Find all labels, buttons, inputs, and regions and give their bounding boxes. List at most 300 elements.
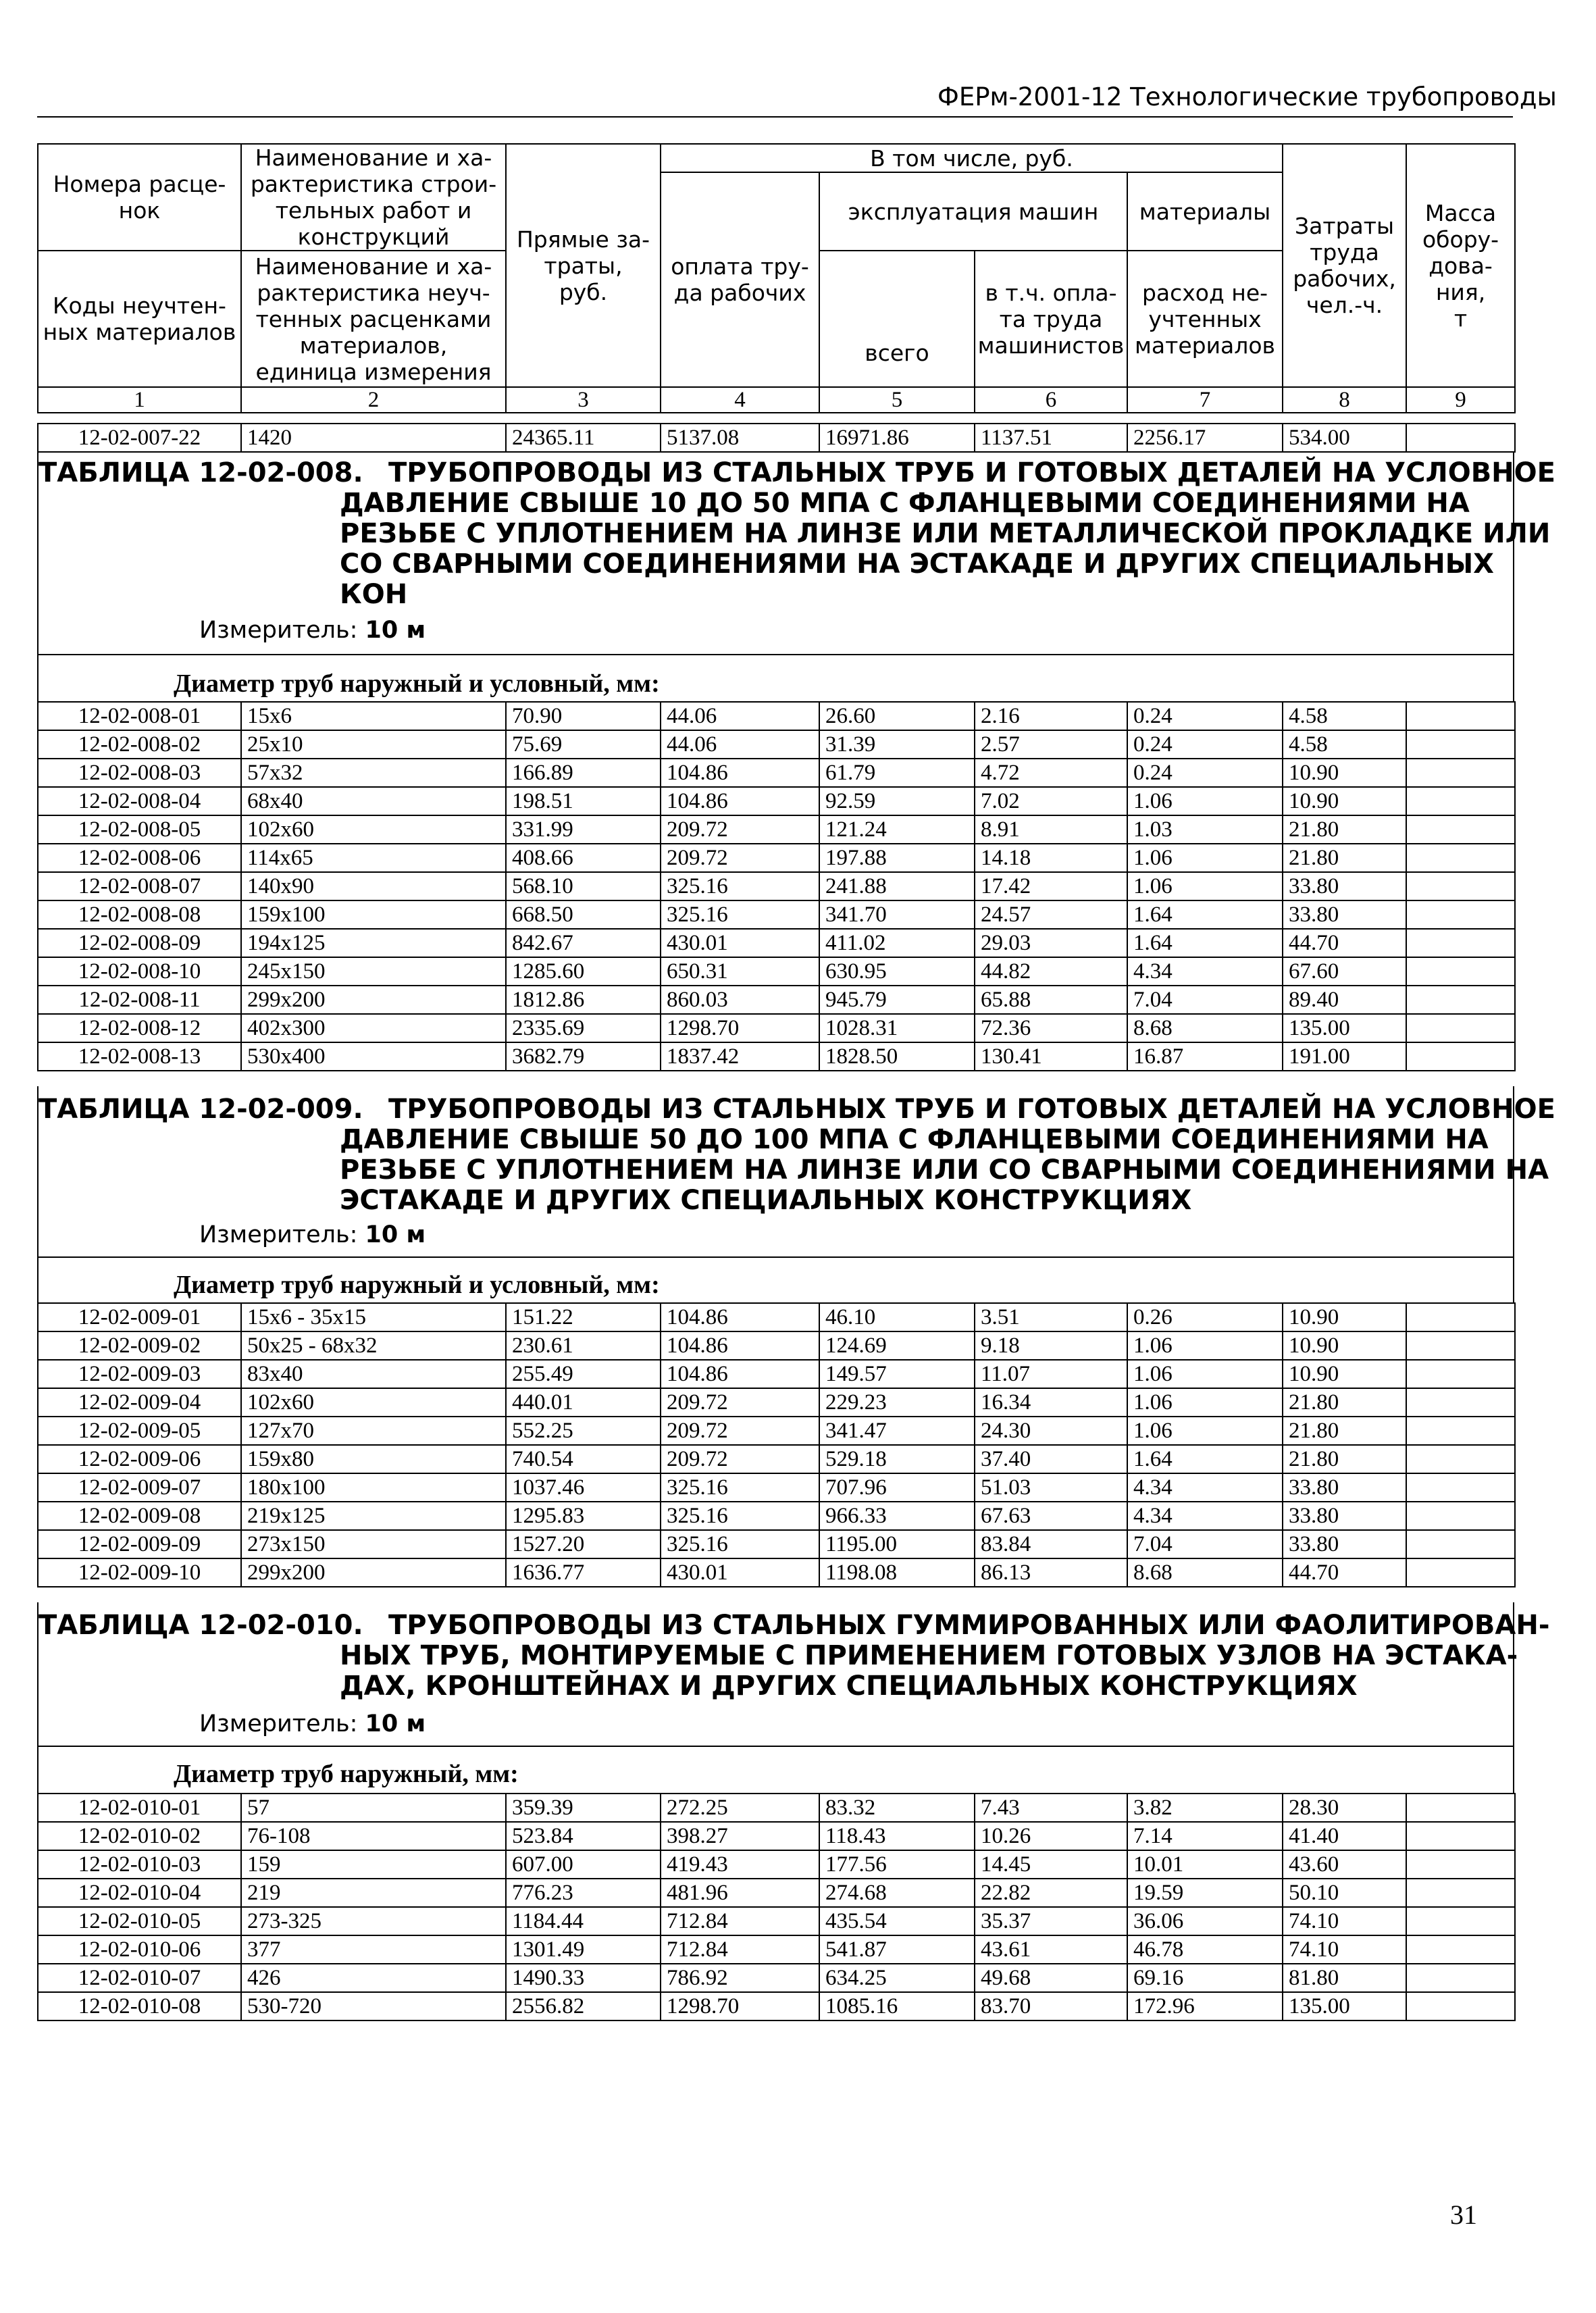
equipment-mass-cell xyxy=(1406,787,1515,815)
labor-pay-cell: 1298.70 xyxy=(661,1014,819,1042)
table-row xyxy=(38,1417,1515,1445)
table-row xyxy=(38,1964,1515,1992)
labor-hours-cell: 33.80 xyxy=(1283,1502,1406,1530)
materials-cell: 7.14 xyxy=(1127,1822,1283,1850)
size-cell: 273-325 xyxy=(241,1907,506,1935)
machines-total-cell: 16971.86 xyxy=(819,424,975,452)
equipment-mass-cell xyxy=(1406,900,1515,929)
col-number: 3 xyxy=(506,387,661,413)
direct-cost-cell: 230.61 xyxy=(506,1331,661,1360)
labor-pay-cell: 860.03 xyxy=(661,986,819,1014)
machines-total-cell: 1028.31 xyxy=(819,1014,975,1042)
equipment-mass-cell xyxy=(1406,815,1515,844)
machines-total-cell: 634.25 xyxy=(819,1964,975,1992)
machinists-pay-cell: 10.26 xyxy=(975,1822,1127,1850)
labor-pay-cell: 712.84 xyxy=(661,1935,819,1964)
machines-total-cell: 92.59 xyxy=(819,787,975,815)
machinists-pay-cell: 35.37 xyxy=(975,1907,1127,1935)
section-label: ТАБЛИЦА 12-02-009. xyxy=(38,1094,363,1125)
labor-hours-cell: 135.00 xyxy=(1283,1992,1406,2020)
machinists-pay-cell: 9.18 xyxy=(975,1331,1127,1360)
machines-total-cell: 274.68 xyxy=(819,1879,975,1907)
equipment-mass-cell xyxy=(1406,1331,1515,1360)
rate-code: 12-02-009-06 xyxy=(38,1445,241,1473)
equipment-mass-cell xyxy=(1406,1879,1515,1907)
machinists-pay-cell: 7.02 xyxy=(975,787,1127,815)
col6-header: в т.ч. опла- та труда машинистов xyxy=(975,251,1127,387)
machines-total-cell: 61.79 xyxy=(819,759,975,787)
measure-unit xyxy=(199,1710,426,1737)
section-title-line: ТРУБОПРОВОДЫ ИЗ СТАЛЬНЫХ ТРУБ И ГОТОВЫХ ДЕТАЛЕЙ НА УСЛОВНОЕ xyxy=(388,1094,1555,1125)
size-cell: 402x300 xyxy=(241,1014,506,1042)
labor-hours-cell: 10.90 xyxy=(1283,1360,1406,1388)
direct-cost-cell: 151.22 xyxy=(506,1303,661,1331)
rate-code: 12-02-009-08 xyxy=(38,1502,241,1530)
materials-cell: 1.06 xyxy=(1127,1417,1283,1445)
materials-cell: 1.06 xyxy=(1127,872,1283,900)
equipment-mass-cell xyxy=(1406,424,1515,452)
materials-cell: 1.03 xyxy=(1127,815,1283,844)
materials-cell: 1.06 xyxy=(1127,1388,1283,1417)
machines-total-cell: 1195.00 xyxy=(819,1530,975,1558)
section-12-02-009 xyxy=(37,1086,1555,1304)
diameter-label: Диаметр труб наружный и условный, мм: xyxy=(174,669,660,698)
equipment-mass-cell xyxy=(1406,986,1515,1014)
col8-header: Затраты труда рабочих, чел.-ч. xyxy=(1283,144,1406,387)
machines-total-cell: 26.60 xyxy=(819,702,975,730)
rate-code: 12-02-008-01 xyxy=(38,702,241,730)
equipment-mass-cell xyxy=(1406,1558,1515,1587)
machinists-pay-cell: 65.88 xyxy=(975,986,1127,1014)
measure-unit xyxy=(199,617,426,644)
labor-hours-cell: 74.10 xyxy=(1283,1907,1406,1935)
direct-cost-cell: 607.00 xyxy=(506,1850,661,1879)
materials-cell: 69.16 xyxy=(1127,1964,1283,1992)
size-cell: 159x80 xyxy=(241,1445,506,1473)
equipment-mass-cell xyxy=(1406,929,1515,957)
size-cell: 140x90 xyxy=(241,872,506,900)
direct-cost-cell: 2335.69 xyxy=(506,1014,661,1042)
size-cell: 15x6 xyxy=(241,702,506,730)
machines-total-cell: 1828.50 xyxy=(819,1042,975,1071)
header-rule xyxy=(37,116,1513,118)
col7-header: расход не- учтенных материалов xyxy=(1127,251,1283,387)
table-body xyxy=(38,1794,1515,2020)
labor-pay-cell: 325.16 xyxy=(661,1473,819,1502)
equipment-mass-cell xyxy=(1406,1360,1515,1388)
size-cell: 15x6 - 35x15 xyxy=(241,1303,506,1331)
col9-header: Масса обору- дова- ния, т xyxy=(1406,144,1515,387)
col3-header: Прямые за- траты, руб. xyxy=(506,144,661,387)
direct-cost-cell: 668.50 xyxy=(506,900,661,929)
materials-cell: 7.04 xyxy=(1127,986,1283,1014)
machinists-pay-cell: 24.30 xyxy=(975,1417,1127,1445)
machinists-pay-cell: 51.03 xyxy=(975,1473,1127,1502)
labor-hours-cell: 43.60 xyxy=(1283,1850,1406,1879)
labor-pay-cell: 712.84 xyxy=(661,1907,819,1935)
machinists-pay-cell: 67.63 xyxy=(975,1502,1127,1530)
rate-code: 12-02-009-03 xyxy=(38,1360,241,1388)
rate-code: 12-02-008-09 xyxy=(38,929,241,957)
machines-total-cell: 121.24 xyxy=(819,815,975,844)
section-title-line: ЭСТАКАДЕ И ДРУГИХ СПЕЦИАЛЬНЫХ КОНСТРУКЦИЯХ xyxy=(340,1185,1192,1216)
rate-code: 12-02-008-13 xyxy=(38,1042,241,1071)
machinists-pay-cell: 1137.51 xyxy=(975,424,1127,452)
table-row xyxy=(38,730,1515,759)
machines-total-cell: 945.79 xyxy=(819,986,975,1014)
size-cell: 299x200 xyxy=(241,986,506,1014)
rate-code: 12-02-008-05 xyxy=(38,815,241,844)
size-cell: 102x60 xyxy=(241,815,506,844)
table-row xyxy=(38,1388,1515,1417)
size-cell: 245x150 xyxy=(241,957,506,986)
equipment-mass-cell xyxy=(1406,1907,1515,1935)
machinists-pay-cell: 72.36 xyxy=(975,1014,1127,1042)
machines-total-cell: 149.57 xyxy=(819,1360,975,1388)
labor-pay-cell: 398.27 xyxy=(661,1822,819,1850)
size-cell: 50x25 - 68x32 xyxy=(241,1331,506,1360)
materials-cell: 1.64 xyxy=(1127,1445,1283,1473)
table-row xyxy=(38,1992,1515,2020)
table-row xyxy=(38,1473,1515,1502)
table-row xyxy=(38,1935,1515,1964)
equipment-mass-cell xyxy=(1406,702,1515,730)
rate-code: 12-02-007-22 xyxy=(38,424,241,452)
direct-cost-cell: 568.10 xyxy=(506,872,661,900)
table-row xyxy=(38,900,1515,929)
equipment-mass-cell xyxy=(1406,759,1515,787)
machinists-pay-cell: 4.72 xyxy=(975,759,1127,787)
labor-hours-cell: 33.80 xyxy=(1283,872,1406,900)
direct-cost-cell: 3682.79 xyxy=(506,1042,661,1071)
materials-cell: 10.01 xyxy=(1127,1850,1283,1879)
machinists-pay-cell: 3.51 xyxy=(975,1303,1127,1331)
labor-hours-cell: 67.60 xyxy=(1283,957,1406,986)
machinists-pay-cell: 11.07 xyxy=(975,1360,1127,1388)
machinists-pay-cell: 130.41 xyxy=(975,1042,1127,1071)
labor-pay-cell: 430.01 xyxy=(661,1558,819,1587)
measure-unit-value: 10 м xyxy=(365,1221,426,1248)
labor-hours-cell: 28.30 xyxy=(1283,1794,1406,1822)
direct-cost-cell: 2556.82 xyxy=(506,1992,661,2020)
machines-total-cell: 529.18 xyxy=(819,1445,975,1473)
machines-total-cell: 341.47 xyxy=(819,1417,975,1445)
machines-total-cell: 411.02 xyxy=(819,929,975,957)
equipment-mass-cell xyxy=(1406,730,1515,759)
table-row xyxy=(38,957,1515,986)
table-row xyxy=(38,759,1515,787)
equipment-mass-cell xyxy=(1406,1042,1515,1071)
section-label: ТАБЛИЦА 12-02-010. xyxy=(38,1610,363,1641)
machines-total-cell: 31.39 xyxy=(819,730,975,759)
labor-hours-cell: 135.00 xyxy=(1283,1014,1406,1042)
machinists-pay-cell: 86.13 xyxy=(975,1558,1127,1587)
equipment-mass-cell xyxy=(1406,1992,1515,2020)
size-cell: 159x100 xyxy=(241,900,506,929)
direct-cost-cell: 1301.49 xyxy=(506,1935,661,1964)
table-body xyxy=(38,702,1515,1071)
size-cell: 530-720 xyxy=(241,1992,506,2020)
running-header: ФЕРм-2001-12 Технологические трубопроводы xyxy=(937,82,1557,111)
machines-total-cell: 1085.16 xyxy=(819,1992,975,2020)
direct-cost-cell: 842.67 xyxy=(506,929,661,957)
machines-total-cell: 435.54 xyxy=(819,1907,975,1935)
size-cell: 530x400 xyxy=(241,1042,506,1071)
equipment-mass-cell xyxy=(1406,1473,1515,1502)
table-row xyxy=(38,424,1515,452)
col-number: 2 xyxy=(241,387,506,413)
table-row xyxy=(38,1907,1515,1935)
labor-hours-cell: 10.90 xyxy=(1283,1331,1406,1360)
materials-cell: 0.24 xyxy=(1127,702,1283,730)
machinists-pay-cell: 17.42 xyxy=(975,872,1127,900)
table-row xyxy=(38,1445,1515,1473)
material-cell: 1420 xyxy=(241,424,506,452)
size-cell: 377 xyxy=(241,1935,506,1964)
rate-code: 12-02-009-10 xyxy=(38,1558,241,1587)
table-12-02-008 xyxy=(37,701,1516,1071)
equipment-mass-cell xyxy=(1406,1964,1515,1992)
direct-cost-cell: 1812.86 xyxy=(506,986,661,1014)
section-title-line: НЫХ ТРУБ, МОНТИРУЕМЫЕ С ПРИМЕНЕНИЕМ ГОТОВЫХ УЗЛОВ НА ЭСТАКА- xyxy=(340,1640,1518,1671)
table-row xyxy=(38,1303,1515,1331)
materials-cell: 1.06 xyxy=(1127,1331,1283,1360)
direct-cost-cell: 1184.44 xyxy=(506,1907,661,1935)
rate-code: 12-02-008-04 xyxy=(38,787,241,815)
materials-cell: 7.04 xyxy=(1127,1530,1283,1558)
measure-unit xyxy=(199,1221,426,1248)
section-divider xyxy=(38,1746,1513,1747)
machines-total-cell: 1198.08 xyxy=(819,1558,975,1587)
measure-unit-value: 10 м xyxy=(365,617,426,644)
rate-code: 12-02-008-12 xyxy=(38,1014,241,1042)
rate-code: 12-02-009-07 xyxy=(38,1473,241,1502)
rate-code: 12-02-010-01 xyxy=(38,1794,241,1822)
materials-cell: 1.06 xyxy=(1127,787,1283,815)
labor-hours-cell: 50.10 xyxy=(1283,1879,1406,1907)
labor-pay-cell: 209.72 xyxy=(661,844,819,872)
labor-hours-cell: 33.80 xyxy=(1283,1473,1406,1502)
materials-cell: 8.68 xyxy=(1127,1558,1283,1587)
equipment-mass-cell xyxy=(1406,1445,1515,1473)
section-title-line: ТРУБОПРОВОДЫ ИЗ СТАЛЬНЫХ ГУММИРОВАННЫХ ИЛИ ФАОЛИТИРОВАН- xyxy=(388,1610,1550,1641)
direct-cost-cell: 1037.46 xyxy=(506,1473,661,1502)
table-body xyxy=(38,1303,1515,1587)
diameter-label: Диаметр труб наружный, мм: xyxy=(174,1760,519,1788)
labor-pay-cell: 104.86 xyxy=(661,759,819,787)
direct-cost-cell: 24365.11 xyxy=(506,424,661,452)
machinists-pay-cell: 22.82 xyxy=(975,1879,1127,1907)
labor-pay-cell: 1298.70 xyxy=(661,1992,819,2020)
materials-cell: 36.06 xyxy=(1127,1907,1283,1935)
table-row xyxy=(38,1502,1515,1530)
section-12-02-008 xyxy=(37,451,1555,703)
labor-hours-cell: 89.40 xyxy=(1283,986,1406,1014)
rate-code: 12-02-010-05 xyxy=(38,1907,241,1935)
section-title-line: ДАХ, КРОНШТЕЙНАХ И ДРУГИХ СПЕЦИАЛЬНЫХ КОНСТРУКЦИЯХ xyxy=(340,1671,1358,1702)
machinists-pay-cell: 14.45 xyxy=(975,1850,1127,1879)
machinists-pay-cell: 43.61 xyxy=(975,1935,1127,1964)
section-title-line: ДАВЛЕНИЕ СВЫШЕ 50 ДО 100 МПА С ФЛАНЦЕВЫМИ СОЕДИНЕНИЯМИ НА xyxy=(340,1124,1489,1155)
rate-code: 12-02-009-02 xyxy=(38,1331,241,1360)
machines-total-cell: 707.96 xyxy=(819,1473,975,1502)
table-row xyxy=(38,815,1515,844)
materials-header: материалы xyxy=(1127,172,1283,251)
direct-cost-cell: 198.51 xyxy=(506,787,661,815)
col-number: 7 xyxy=(1127,387,1283,413)
table-row xyxy=(38,1331,1515,1360)
measure-unit-label: Измеритель: xyxy=(199,1710,358,1737)
materials-cell: 3.82 xyxy=(1127,1794,1283,1822)
materials-cell: 0.24 xyxy=(1127,759,1283,787)
direct-cost-cell: 408.66 xyxy=(506,844,661,872)
size-cell: 68x40 xyxy=(241,787,506,815)
labor-hours-cell: 74.10 xyxy=(1283,1935,1406,1964)
table-row xyxy=(38,844,1515,872)
labor-pay-cell: 104.86 xyxy=(661,1303,819,1331)
size-cell: 219 xyxy=(241,1879,506,1907)
section-title-line: СО СВАРНЫМИ СОЕДИНЕНИЯМИ НА ЭСТАКАДЕ И ДРУГИХ СПЕЦИАЛЬНЫХ xyxy=(340,549,1495,580)
materials-cell: 19.59 xyxy=(1127,1879,1283,1907)
labor-hours-cell: 534.00 xyxy=(1283,424,1406,452)
section-title-line: ТРУБОПРОВОДЫ ИЗ СТАЛЬНЫХ ТРУБ И ГОТОВЫХ ДЕТАЛЕЙ НА УСЛОВНОЕ xyxy=(388,457,1555,488)
rate-code: 12-02-008-02 xyxy=(38,730,241,759)
direct-cost-cell: 1490.33 xyxy=(506,1964,661,1992)
materials-cell: 4.34 xyxy=(1127,1502,1283,1530)
col-number: 1 xyxy=(38,387,241,413)
col-number: 6 xyxy=(975,387,1127,413)
labor-hours-cell: 4.58 xyxy=(1283,702,1406,730)
labor-pay-cell: 209.72 xyxy=(661,1445,819,1473)
size-cell: 426 xyxy=(241,1964,506,1992)
rate-code: 12-02-008-06 xyxy=(38,844,241,872)
col1-top-header: Номера расце- нок xyxy=(38,144,241,251)
machines-total-cell: 241.88 xyxy=(819,872,975,900)
labor-pay-cell: 209.72 xyxy=(661,1417,819,1445)
table-row xyxy=(38,1794,1515,1822)
machines-total-cell: 966.33 xyxy=(819,1502,975,1530)
materials-cell: 4.34 xyxy=(1127,1473,1283,1502)
labor-hours-cell: 10.90 xyxy=(1283,759,1406,787)
direct-cost-cell: 359.39 xyxy=(506,1794,661,1822)
size-cell: 102x60 xyxy=(241,1388,506,1417)
labor-pay-cell: 272.25 xyxy=(661,1794,819,1822)
equipment-mass-cell xyxy=(1406,957,1515,986)
materials-cell: 1.64 xyxy=(1127,929,1283,957)
labor-hours-cell: 81.80 xyxy=(1283,1964,1406,1992)
rate-code: 12-02-008-10 xyxy=(38,957,241,986)
machinists-pay-cell: 49.68 xyxy=(975,1964,1127,1992)
rate-code: 12-02-010-03 xyxy=(38,1850,241,1879)
size-cell: 57x32 xyxy=(241,759,506,787)
machines-total-cell: 541.87 xyxy=(819,1935,975,1964)
col2-top-header: Наименование и ха- рактеристика строи- тельных работ и конструкций xyxy=(241,144,506,251)
direct-cost-cell: 255.49 xyxy=(506,1360,661,1388)
section-title xyxy=(38,1094,1555,1223)
rate-code: 12-02-009-09 xyxy=(38,1530,241,1558)
table-row xyxy=(38,787,1515,815)
section-title-line: КОН xyxy=(340,579,408,610)
measure-unit-label: Измеритель: xyxy=(199,617,358,644)
machinists-pay-cell: 8.91 xyxy=(975,815,1127,844)
labor-pay-cell: 209.72 xyxy=(661,815,819,844)
materials-cell: 46.78 xyxy=(1127,1935,1283,1964)
measure-unit-label: Измеритель: xyxy=(199,1221,358,1248)
column-header-table xyxy=(37,143,1516,413)
table-row xyxy=(38,1530,1515,1558)
rate-code: 12-02-008-08 xyxy=(38,900,241,929)
rate-code: 12-02-009-04 xyxy=(38,1388,241,1417)
direct-cost-cell: 166.89 xyxy=(506,759,661,787)
materials-cell: 0.26 xyxy=(1127,1303,1283,1331)
rate-code: 12-02-010-07 xyxy=(38,1964,241,1992)
size-cell: 114x65 xyxy=(241,844,506,872)
direct-cost-cell: 776.23 xyxy=(506,1879,661,1907)
size-cell: 25x10 xyxy=(241,730,506,759)
direct-cost-cell: 440.01 xyxy=(506,1388,661,1417)
diameter-label: Диаметр труб наружный и условный, мм: xyxy=(174,1271,660,1299)
section-title-line: РЕЗЬБЕ С УПЛОТНЕНИЕМ НА ЛИНЗЕ ИЛИ СО СВАРНЫМИ СОЕДИНЕНИЯМИ НА xyxy=(340,1154,1549,1186)
machinists-pay-cell: 2.57 xyxy=(975,730,1127,759)
table-row xyxy=(38,1014,1515,1042)
col-number: 5 xyxy=(819,387,975,413)
equipment-mass-cell xyxy=(1406,1303,1515,1331)
labor-pay-cell: 325.16 xyxy=(661,1530,819,1558)
machines-total-cell: 630.95 xyxy=(819,957,975,986)
equipment-mass-cell xyxy=(1406,872,1515,900)
machinists-pay-cell: 83.70 xyxy=(975,1992,1127,2020)
labor-hours-cell: 21.80 xyxy=(1283,844,1406,872)
labor-pay-cell: 5137.08 xyxy=(661,424,819,452)
labor-pay-cell: 44.06 xyxy=(661,702,819,730)
size-cell: 273x150 xyxy=(241,1530,506,1558)
labor-hours-cell: 10.90 xyxy=(1283,787,1406,815)
labor-pay-cell: 104.86 xyxy=(661,1360,819,1388)
labor-hours-cell: 10.90 xyxy=(1283,1303,1406,1331)
machines-total-cell: 83.32 xyxy=(819,1794,975,1822)
rate-code: 12-02-008-07 xyxy=(38,872,241,900)
labor-hours-cell: 33.80 xyxy=(1283,1530,1406,1558)
rate-code: 12-02-010-02 xyxy=(38,1822,241,1850)
equipment-mass-cell xyxy=(1406,1417,1515,1445)
labor-pay-cell: 325.16 xyxy=(661,900,819,929)
equipment-mass-cell xyxy=(1406,1850,1515,1879)
machines-total-cell: 177.56 xyxy=(819,1850,975,1879)
table-12-02-010 xyxy=(37,1793,1516,2021)
table-12-02-009 xyxy=(37,1302,1516,1587)
table-12-02-007 xyxy=(37,423,1516,453)
rate-code: 12-02-009-01 xyxy=(38,1303,241,1331)
materials-cell: 1.06 xyxy=(1127,1360,1283,1388)
table-row xyxy=(38,1850,1515,1879)
machinists-pay-cell: 29.03 xyxy=(975,929,1127,957)
equipment-mass-cell xyxy=(1406,1822,1515,1850)
materials-cell: 0.24 xyxy=(1127,730,1283,759)
direct-cost-cell: 1636.77 xyxy=(506,1558,661,1587)
direct-cost-cell: 75.69 xyxy=(506,730,661,759)
size-cell: 159 xyxy=(241,1850,506,1879)
size-cell: 127x70 xyxy=(241,1417,506,1445)
machinists-pay-cell: 7.43 xyxy=(975,1794,1127,1822)
direct-cost-cell: 523.84 xyxy=(506,1822,661,1850)
table-row xyxy=(38,929,1515,957)
labor-pay-cell: 325.16 xyxy=(661,1502,819,1530)
equipment-mass-cell xyxy=(1406,844,1515,872)
direct-cost-cell: 552.25 xyxy=(506,1417,661,1445)
section-divider xyxy=(38,1256,1513,1258)
materials-cell: 2256.17 xyxy=(1127,424,1283,452)
labor-pay-cell: 104.86 xyxy=(661,787,819,815)
